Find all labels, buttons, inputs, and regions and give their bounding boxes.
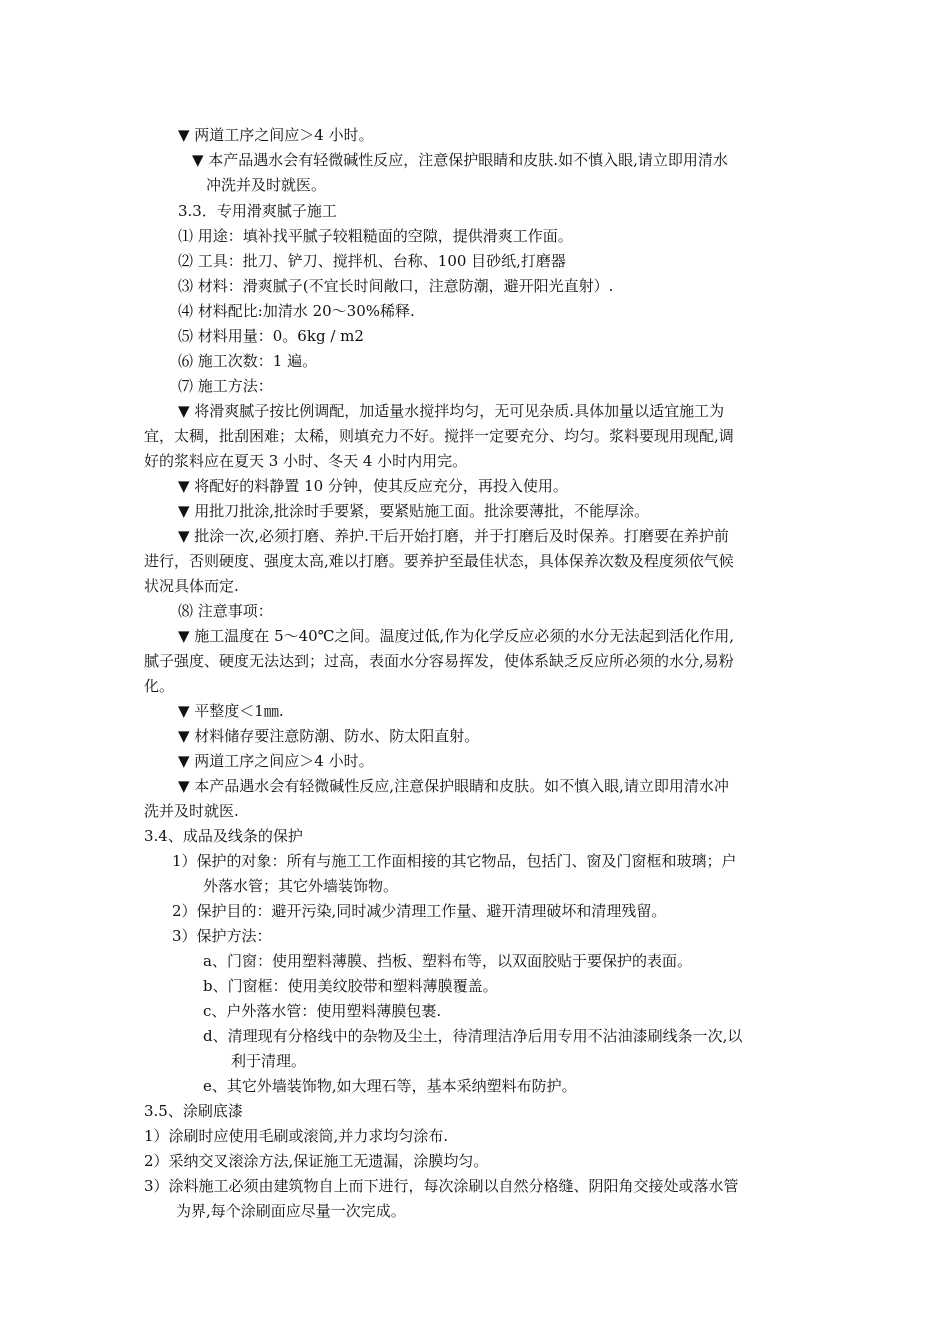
sub-item: c、户外落水管：使用塑料薄膜包裹. [203,1002,442,1020]
list-item: 1）保护的对象：所有与施工工作面相接的其它物品，包括门、窗及门窗框和玻璃；户 [172,852,737,870]
bullet-line: ▼ 施工温度在 5～40℃之间。温度过低,作为化学反应必须的水分无法起到活化作用, [178,627,735,645]
text-line: 利于清理。 [231,1052,307,1070]
list-item: ⑺ 施工方法： [178,377,273,395]
sub-item: e、其它外墙装饰物,如大理石等，基本采纳塑料布防护。 [203,1077,577,1095]
list-item: 1）涂刷时应使用毛刷或滚筒,并力求均匀涂布. [144,1127,449,1145]
bullet-line: ▼ 本产品遇水会有轻微碱性反应,注意保护眼睛和皮肤。如不慎入眼,请立即用清水冲 [178,777,729,795]
text-line: 状况具体而定. [144,577,239,595]
list-item: 3）保护方法： [172,927,272,945]
list-item: ⑷ 材料配比:加清水 20～30%稀释. [178,302,415,320]
sub-item: d、清理现有分格线中的杂物及尘土，待清理洁净后用专用不沾油漆刷线条一次,以 [203,1027,743,1045]
bullet-line: ▼ 本产品遇水会有轻微碱性反应，注意保护眼睛和皮肤.如不慎入眼,请立即用清水 [192,151,728,169]
sub-item: b、门窗框：使用美纹胶带和塑料薄膜覆盖。 [203,977,498,995]
list-item: 3）涂料施工必须由建筑物自上而下进行，每次涂刷以自然分格缝、阴阳角交接处或落水管 [144,1177,739,1195]
list-item: ⑻ 注意事项： [178,602,273,620]
sub-item: a、门窗：使用塑料薄膜、挡板、塑料布等，以双面胶贴于要保护的表面。 [203,952,692,970]
list-item: ⑶ 材料：滑爽腻子(不宜长时间敞口，注意防潮，避开阳光直射）. [178,277,614,295]
text-line: 为界,每个涂刷面应尽量一次完成。 [176,1202,406,1220]
list-item: ⑹ 施工次数：1 遍。 [178,352,318,370]
text-line: 外落水管；其它外墙装饰物。 [203,877,399,895]
bullet-line: ▼ 用批刀批涂,批涂时手要紧，要紧贴施工面。批涂要薄批，不能厚涂。 [178,502,650,520]
text-line: 冲洗并及时就医。 [206,176,327,194]
section-heading: 3.5、涂刷底漆 [144,1102,243,1120]
text-line: 进行，否则硬度、强度太高,难以打磨。要养护至最佳状态，具体保养次数及程度须依气候 [144,552,734,570]
text-line: 化。 [144,677,175,695]
bullet-line: ▼ 将配好的料静置 10 分钟，使其反应充分，再投入使用。 [178,477,568,495]
bullet-line: ▼ 批涂一次,必须打磨、养护.干后开始打磨，并于打磨后及时保养。打磨要在养护前 [178,527,729,545]
section-heading: 3.3．专用滑爽腻子施工 [178,202,337,220]
text-line: 腻子强度、硬度无法达到；过高，表面水分容易挥发，使体系缺乏反应所必须的水分,易粉 [144,652,734,670]
list-item: 2）采纳交叉滚涂方法,保证施工无遗漏，涂膜均匀。 [144,1152,489,1170]
text-line: 洗并及时就医. [144,802,239,820]
bullet-line: ▼ 平整度＜1㎜. [178,702,284,720]
bullet-line: ▼ 两道工序之间应＞4 小时。 [178,126,374,144]
text-line: 宜，太稠，批刮困难；太稀，则填充力不好。搅拌一定要充分、均匀。浆料要现用现配,调 [144,427,734,445]
list-item: ⑴ 用途：填补找平腻子较粗糙面的空隙，提供滑爽工作面。 [178,227,573,245]
bullet-line: ▼ 两道工序之间应＞4 小时。 [178,752,374,770]
list-item: ⑸ 材料用量：0。6kg / m2 [178,327,364,345]
list-item: 2）保护目的：避开污染,同时减少清理工作量、避开清理破坏和清理残留。 [172,902,667,920]
bullet-line: ▼ 将滑爽腻子按比例调配，加适量水搅拌均匀，无可见杂质.具体加量以适宜施工为 [178,402,725,420]
text-line: 好的浆料应在夏天 3 小时、冬天 4 小时内用完。 [144,452,468,470]
section-heading: 3.4、成品及线条的保护 [144,827,303,845]
bullet-line: ▼ 材料储存要注意防潮、防水、防太阳直射。 [178,727,480,745]
list-item: ⑵ 工具：批刀、铲刀、搅拌机、台称、100 目砂纸,打磨器 [178,252,566,270]
